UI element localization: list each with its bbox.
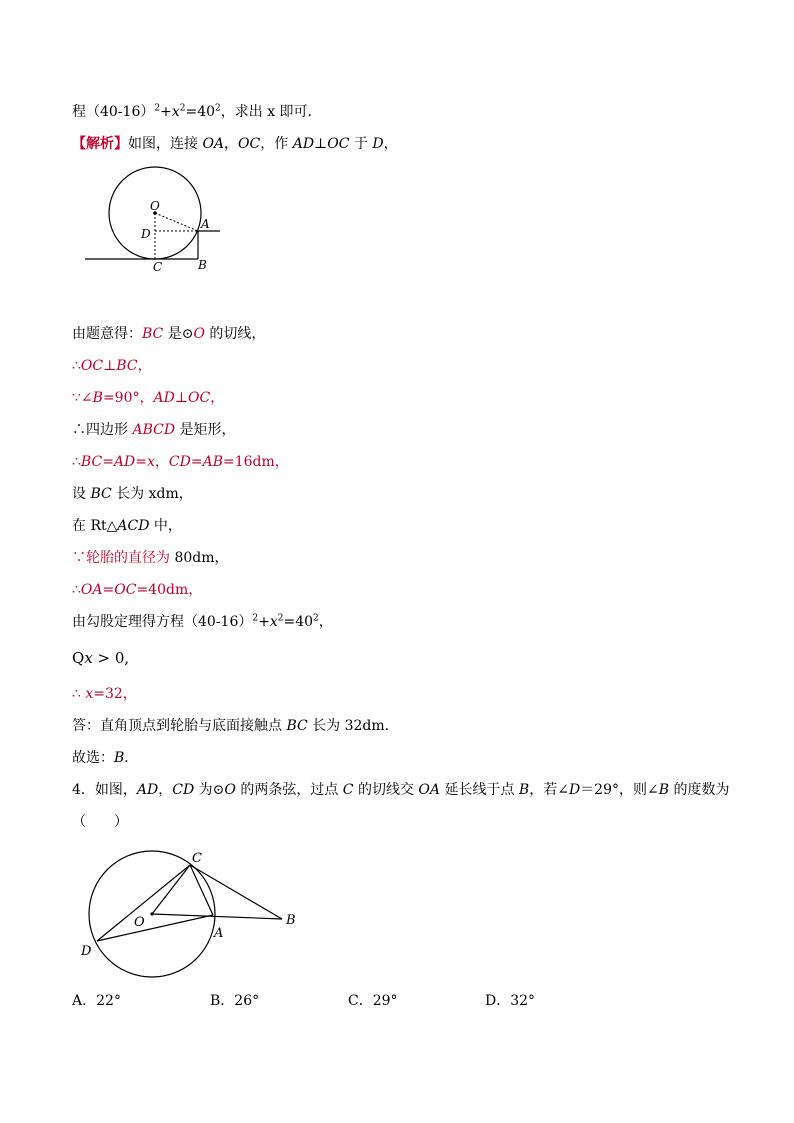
solution-line: Qx > 0, [72, 649, 130, 667]
option-d[interactable]: D．32° [485, 993, 536, 1009]
solution-line: ∴ x=32， [72, 686, 137, 702]
solution-line: 由题意得：BC 是⊙O 的切线， [72, 326, 266, 342]
label-o: O [134, 915, 145, 930]
solution-line: ∴BC=AD=x，CD=AB=16dm， [72, 454, 289, 470]
tangent-cb [190, 865, 282, 919]
answer-brackets: （ ） [72, 814, 128, 830]
label-a: A [201, 217, 210, 231]
solution-line: ∵轮胎的直径为 80dm， [72, 550, 229, 566]
label-d: D [81, 944, 92, 959]
solution-line: 答：直角顶点到轮胎与底面接触点 BC 长为 32dm． [72, 718, 399, 734]
circle-tangent-figure [78, 848, 308, 968]
option-c[interactable]: C．29° [348, 993, 398, 1009]
center-dot [150, 912, 153, 915]
option-b[interactable]: B．26° [210, 993, 260, 1009]
solution-line: 设 BC 长为 xdm， [72, 486, 193, 502]
label-b: B [286, 913, 296, 928]
label-a: A [214, 926, 224, 941]
radius-oc [152, 865, 190, 914]
label-c: C [153, 260, 163, 274]
solution-line: 由勾股定理得方程$(40-16)^2+x^2=40^2$， [72, 613, 333, 630]
solution-line: ∵∠B=90°，AD⊥OC， [72, 390, 225, 406]
label-c: C [192, 851, 202, 866]
solution-line: ∴OA=OC=40dm， [72, 582, 203, 598]
chord-da [97, 915, 213, 941]
line-ob [152, 914, 282, 919]
tire-figure [80, 168, 230, 278]
equation-line: 程$(40-16)^2+x^2=40^2$，求出 x 即可． [72, 103, 322, 120]
solution-tag: 【解析】 [72, 136, 128, 152]
question-4-text: 4．如图，AD，CD 为⊙O 的两条弦，过点 C 的切线交 OA 延长线于点 B，若∠D＝29°，则∠B 的度数为 [72, 782, 730, 798]
solution-line: 在 Rt△ACD 中， [72, 518, 182, 534]
solution-line: ∴四边形 ABCD 是矩形， [72, 422, 236, 438]
label-d: D [141, 227, 151, 241]
oa-dashed [155, 213, 198, 231]
solution-line: 故选：B． [72, 750, 139, 766]
chord-ca [190, 865, 213, 915]
label-o: O [150, 199, 160, 213]
option-a[interactable]: A．22° [72, 993, 121, 1009]
solution-line: ∴OC⊥BC， [72, 358, 152, 374]
label-b: B [198, 258, 207, 272]
solution-heading: 【解析】如图，连接 OA，OC，作 AD⊥OC 于 D， [72, 136, 398, 152]
